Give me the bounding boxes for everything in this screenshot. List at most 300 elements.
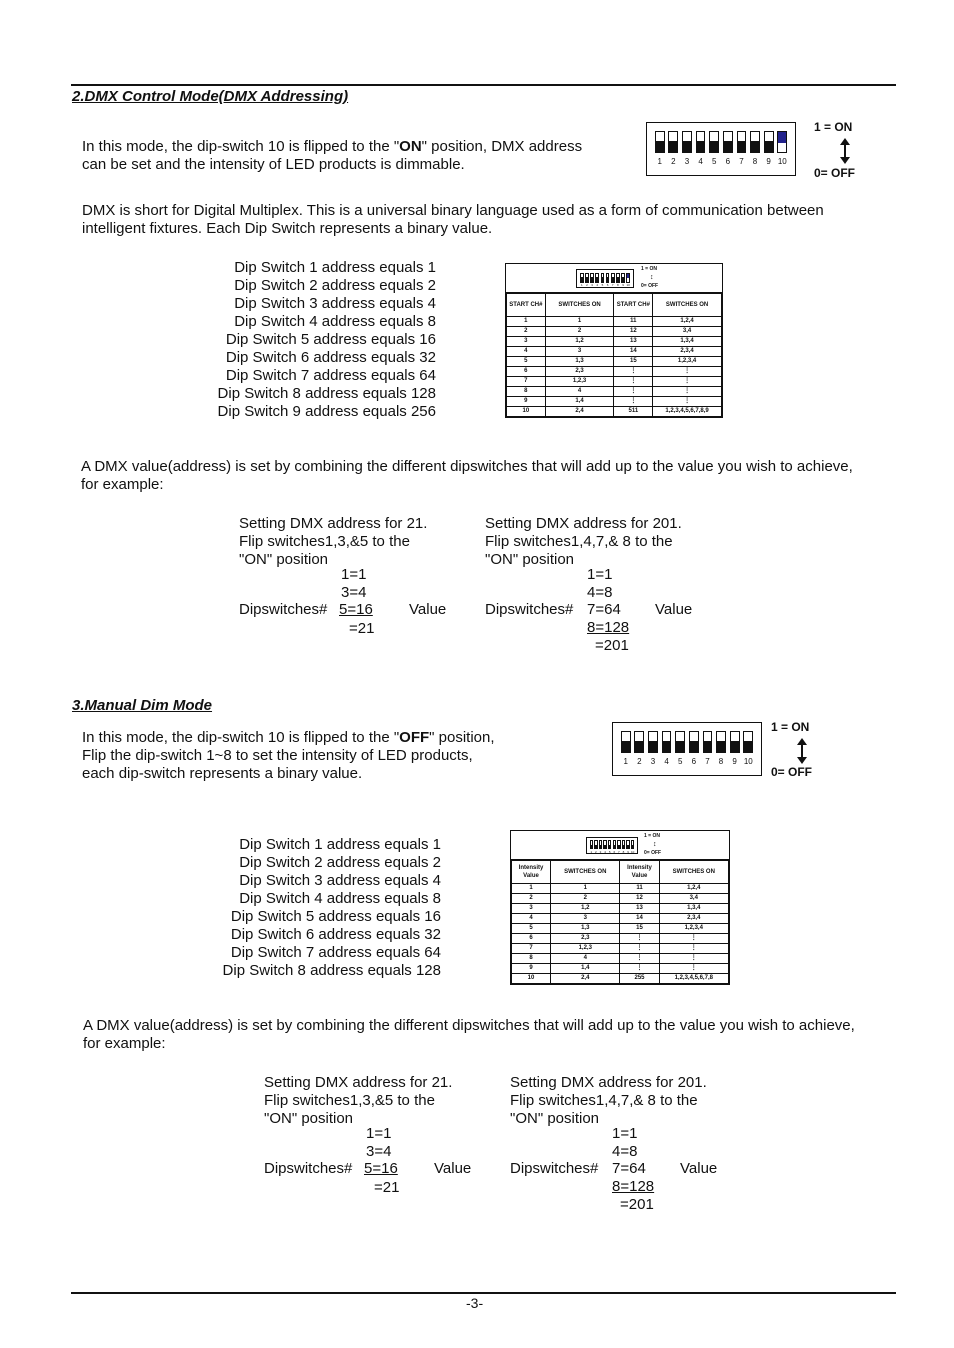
table-row — [507, 387, 722, 397]
table-cell: 1,4 — [551, 964, 620, 974]
table-cell: 1,3,4 — [659, 904, 728, 914]
example-value-3: 5=16 — [339, 601, 373, 618]
table-cell: 2,3 — [551, 934, 620, 944]
dip-switch-number: 10 — [631, 849, 635, 854]
table-cell: 15 — [614, 357, 653, 367]
dip-switch-address-list — [191, 836, 441, 980]
example-value-4: 8=128 — [587, 619, 630, 636]
dmx-desc-line1: DMX is short for Digital Multiplex. This is a universal binary language used as a form of communication between — [82, 202, 824, 219]
example-value-2: 4=8 — [587, 584, 613, 601]
table-cell: 6 — [507, 367, 546, 377]
dip-switch-number: 7 — [618, 849, 620, 854]
dip-switch-number: 10 — [777, 157, 787, 167]
arrow-down-icon — [840, 157, 850, 164]
table-cell: ⋮ — [653, 387, 722, 397]
section-heading-dmx: 2.DMX Control Mode(DMX Addressing) — [72, 88, 349, 105]
dip-switch-number: 1 — [580, 283, 583, 288]
dmx-description — [82, 202, 902, 238]
dip-switch-number: 8 — [617, 283, 619, 288]
dip-switch-knob — [683, 141, 691, 152]
dip-switch-8 — [622, 840, 625, 849]
dip-switch-diagram — [646, 122, 796, 176]
dip-switch-knob — [765, 141, 773, 152]
table-header-cell: START CH# — [614, 294, 653, 317]
dip-switch-3 — [648, 731, 658, 753]
table-cell: 2,4 — [545, 407, 614, 417]
dip-switch-address-item: Dip Switch 8 address equals 128 — [222, 962, 441, 979]
dip-switch-knob — [612, 277, 614, 282]
example-position: "ON" position — [510, 1110, 600, 1127]
table-cell: 10 — [512, 974, 551, 984]
table-row — [507, 327, 722, 337]
table-cell: 3,4 — [659, 894, 728, 904]
table-cell: 1,2,4 — [659, 884, 728, 894]
dip-switch-knob — [697, 141, 705, 152]
dip-switch-10 — [743, 731, 753, 753]
dip-switch-3 — [590, 273, 594, 283]
bottom-rule — [71, 1292, 896, 1294]
dip-switch-knob — [635, 741, 643, 752]
dip-switch-number: 8 — [622, 849, 625, 854]
table-row — [507, 347, 722, 357]
example-instruction: Flip switches1,3,&5 to the — [239, 533, 410, 550]
dip-switch-knob — [617, 277, 619, 282]
dip-switch-2 — [634, 731, 644, 753]
top-rule — [71, 84, 896, 86]
table-cell: ⋮ — [653, 397, 722, 407]
table-cell: 8 — [507, 387, 546, 397]
table-cell: 12 — [620, 894, 659, 904]
example-21 — [239, 515, 469, 655]
table-cell: ⋮ — [659, 964, 728, 974]
example-value-label: Value — [655, 601, 693, 618]
dip-switch-knob — [627, 845, 628, 849]
example-value-1: 1=1 — [366, 1125, 392, 1142]
dip-switch-2 — [585, 273, 589, 283]
mini-arrow-icon: ↕ — [653, 841, 657, 848]
dip-switch-10 — [777, 131, 787, 153]
dip-switch-number: 3 — [599, 849, 602, 854]
dip-switch-3 — [599, 840, 602, 849]
table-row — [507, 367, 722, 377]
table-cell: ⋮ — [620, 944, 659, 954]
table-row — [512, 944, 729, 954]
legend-on: 1 = ON — [771, 720, 810, 734]
example-title: Setting DMX address for 21. — [239, 515, 428, 532]
dip-switch-7 — [617, 840, 620, 849]
table-cell: ⋮ — [620, 934, 659, 944]
dip-switch-knob — [690, 741, 698, 752]
manual-intro — [82, 729, 602, 783]
table-cell: ⋮ — [614, 377, 653, 387]
example-instruction: Flip switches1,3,&5 to the — [264, 1092, 435, 1109]
dip-switch-number: 2 — [586, 283, 588, 288]
table-cell: ⋮ — [614, 367, 653, 377]
example-label: Dipswitches# — [485, 601, 574, 618]
dip-switch-8 — [750, 131, 760, 153]
dip-switch-number: 7 — [611, 283, 614, 288]
mini-legend-off: 0= OFF — [644, 850, 662, 856]
example-value-3: 7=64 — [587, 601, 621, 618]
intensity-table — [510, 830, 730, 985]
dip-switch-knob — [591, 845, 592, 849]
table-cell: 1,3 — [551, 924, 620, 934]
dip-switch-knob — [627, 274, 629, 279]
dip-switch-knob — [649, 741, 657, 752]
table-cell: 1,4 — [545, 397, 614, 407]
dip-switch-knob — [622, 741, 630, 752]
dip-switch-address-item: Dip Switch 1 address equals 1 — [239, 836, 441, 853]
dip-switch-number: 4 — [604, 849, 606, 854]
dip-switch-number: 3 — [684, 157, 690, 167]
table-cell: 4 — [507, 347, 546, 357]
dip-switch-address-item: Dip Switch 4 address equals 8 — [234, 313, 436, 330]
dip-switch-number: 3 — [591, 283, 593, 288]
table-row — [512, 904, 729, 914]
table-cell: ⋮ — [659, 944, 728, 954]
dip-switch-9 — [621, 273, 625, 283]
dip-switch-knob — [717, 741, 725, 752]
dip-switch-number: 2 — [595, 849, 597, 854]
dip-switch-number: 7 — [705, 757, 710, 767]
dip-switch-knob — [595, 845, 596, 849]
dip-switch-knob — [614, 845, 615, 849]
table-cell: 14 — [614, 347, 653, 357]
dip-switch-number: 8 — [752, 157, 758, 167]
example-title: Setting DMX address for 201. — [510, 1074, 707, 1091]
table-row — [512, 964, 729, 974]
dip-switch-7 — [611, 273, 615, 283]
table-row — [507, 397, 722, 407]
table-cell: 255 — [620, 974, 659, 984]
manual-intro-line3: each dip-switch represents a binary value. — [82, 765, 363, 782]
table-cell: 3 — [507, 337, 546, 347]
dip-switch-4 — [595, 273, 599, 283]
table-cell: 2 — [507, 327, 546, 337]
dip-switch-5 — [709, 131, 719, 153]
table-cell: ⋮ — [620, 954, 659, 964]
example-value-2: 4=8 — [612, 1143, 638, 1160]
table-cell: 7 — [512, 944, 551, 954]
table-header-cell: SWITCHES ON — [545, 294, 614, 317]
section-heading-manual: 3.Manual Dim Mode — [72, 697, 213, 714]
dip-switch-knob — [609, 845, 610, 849]
dip-switch-knob — [724, 141, 732, 152]
dip-switch-5 — [608, 840, 611, 849]
table-row — [507, 407, 722, 417]
table-cell: 511 — [614, 407, 653, 417]
table-cell: 11 — [614, 317, 653, 327]
dip-switch-number: 1 — [623, 757, 628, 767]
dip-switch-number: 2 — [671, 157, 676, 167]
table-cell: 2,3 — [545, 367, 614, 377]
table-cell: 3 — [545, 347, 614, 357]
dip-switch-5 — [675, 731, 685, 753]
dip-switch-4 — [696, 131, 706, 153]
table-cell: 13 — [620, 904, 659, 914]
combine-line2: for example: — [81, 476, 164, 493]
dip-switch-number: 2 — [637, 757, 642, 767]
dip-switch-knob — [604, 845, 605, 849]
dip-switch-knob — [744, 741, 752, 752]
arrow-down-icon — [797, 757, 807, 764]
manual-intro-bold: OFF — [399, 729, 430, 746]
intensity-table-body — [512, 861, 729, 984]
address-table-body — [507, 294, 722, 417]
example-label: Dipswitches# — [239, 601, 328, 618]
dip-switch-number: 6 — [613, 849, 616, 854]
dmx-combine-text — [81, 458, 921, 494]
table-cell: 2 — [545, 327, 614, 337]
table-cell: 1,2,3,4,5,6,7,8 — [659, 974, 728, 984]
dip-switch-address-item: Dip Switch 9 address equals 256 — [217, 403, 436, 420]
table-cell: 1 — [545, 317, 614, 327]
legend-on: 1 = ON — [814, 120, 853, 134]
example-label: Dipswitches# — [264, 1160, 353, 1177]
dip-switch-number: 9 — [732, 757, 737, 767]
table-row — [512, 884, 729, 894]
dip-switch-1 — [590, 840, 593, 849]
example-instruction: Flip switches1,4,7,& 8 to the — [510, 1092, 698, 1109]
table-cell: 1,3,4 — [653, 337, 722, 347]
dip-switch-address-item: Dip Switch 5 address equals 16 — [225, 331, 436, 348]
table-header-row — [507, 294, 722, 317]
dip-switch-address-item: Dip Switch 7 address equals 64 — [225, 367, 436, 384]
example-total: =21 — [374, 1179, 400, 1196]
dip-switch-knob — [778, 132, 786, 143]
example-instruction: Flip switches1,4,7,& 8 to the — [485, 533, 673, 550]
dmx-intro-post: " position, DMX address — [421, 138, 583, 155]
dip-switch-address-list — [186, 259, 436, 421]
table-cell: 1,2,3 — [551, 944, 620, 954]
table-cell: 7 — [507, 377, 546, 387]
example-value-label: Value — [409, 601, 447, 618]
dip-switch-address-item: Dip Switch 6 address equals 32 — [225, 349, 436, 366]
table-cell: 2,3,4 — [653, 347, 722, 357]
table-row — [512, 894, 729, 904]
dip-switch-knob — [623, 845, 624, 849]
dip-switch-number: 6 — [691, 757, 697, 767]
table-cell: 8 — [512, 954, 551, 964]
table-mini-dip — [511, 831, 729, 860]
dip-switch-8 — [716, 731, 726, 753]
table-header-row — [512, 861, 729, 884]
dip-switch-8 — [616, 273, 620, 283]
dip-switch-address-item: Dip Switch 7 address equals 64 — [230, 944, 441, 961]
table-row — [507, 357, 722, 367]
table-cell: 3,4 — [653, 327, 722, 337]
example-value-1: 1=1 — [587, 566, 613, 583]
table-cell: ⋮ — [620, 964, 659, 974]
dmx-intro-bold: ON — [399, 138, 422, 155]
table-row — [507, 337, 722, 347]
example-title: Setting DMX address for 201. — [485, 515, 682, 532]
dip-switch-number: 6 — [725, 157, 731, 167]
dip-switch-address-item: Dip Switch 2 address equals 2 — [234, 277, 436, 294]
dip-switch-knob — [656, 141, 664, 152]
table-row — [512, 974, 729, 984]
example-position: "ON" position — [485, 551, 575, 568]
example-value-label: Value — [680, 1160, 718, 1177]
legend-off: 0= OFF — [814, 166, 856, 180]
table-cell: 1 — [551, 884, 620, 894]
dip-switch-knob — [602, 277, 604, 282]
dip-switch-6 — [723, 131, 733, 153]
dip-switch-number: 4 — [664, 757, 669, 767]
example-value-3: 5=16 — [364, 1160, 398, 1177]
dip-switch-knob — [581, 277, 583, 282]
table-header-cell: START CH# — [507, 294, 546, 317]
dip-switch-address-item: Dip Switch 3 address equals 4 — [239, 872, 441, 889]
arrow-shaft — [844, 144, 846, 158]
dip-switch-address-item: Dip Switch 4 address equals 8 — [239, 890, 441, 907]
manual-intro-post: " position, — [429, 729, 495, 746]
manual-intro-line2: Flip the dip-switch 1~8 to set the intensity of LED products, — [82, 747, 473, 764]
dip-switch-knob — [738, 141, 746, 152]
table-cell: 6 — [512, 934, 551, 944]
table-cell: 9 — [507, 397, 546, 407]
table-cell: 14 — [620, 914, 659, 924]
example-value-1: 1=1 — [612, 1125, 638, 1142]
dip-switch-address-item: Dip Switch 6 address equals 32 — [230, 926, 441, 943]
dip-switch-knob — [607, 277, 609, 282]
mini-dip-icon — [576, 269, 634, 288]
example-value-2: 3=4 — [341, 584, 367, 601]
mini-dip-icon — [586, 837, 638, 854]
dmx-intro-pre: In this mode, the dip-switch 10 is flipped to the " — [82, 138, 400, 155]
dip-switch-knob — [600, 845, 601, 849]
table-row — [507, 317, 722, 327]
table-cell: 1,2,3,4 — [653, 357, 722, 367]
dip-switch-address-item: Dip Switch 1 address equals 1 — [234, 259, 436, 276]
dip-switch-number: 9 — [622, 283, 624, 288]
table-cell: 11 — [620, 884, 659, 894]
dip-switch-address-item: Dip Switch 2 address equals 2 — [239, 854, 441, 871]
combine-line2: for example: — [83, 1035, 166, 1052]
dip-switch-number: 9 — [627, 849, 629, 854]
dip-switch-address-item: Dip Switch 5 address equals 16 — [230, 908, 441, 925]
table-cell: ⋮ — [614, 387, 653, 397]
dip-switch-knob — [704, 741, 712, 752]
table-cell: 4 — [545, 387, 614, 397]
table-header-cell: Intensity Value — [512, 861, 551, 884]
table-cell: 1,2,3 — [545, 377, 614, 387]
arrow-shaft — [801, 744, 803, 758]
table-cell: 1 — [512, 884, 551, 894]
page-number: -3- — [466, 1295, 484, 1311]
dip-switch-number: 5 — [608, 849, 611, 854]
table-cell: 2 — [512, 894, 551, 904]
dip-switch-number: 9 — [766, 157, 771, 167]
manual-combine-text — [83, 1017, 923, 1053]
dip-switch-9 — [730, 731, 740, 753]
table-cell: 10 — [507, 407, 546, 417]
table-cell: ⋮ — [659, 954, 728, 964]
table-cell: 3 — [512, 904, 551, 914]
dip-switch-9 — [626, 840, 629, 849]
dip-switch-knob — [622, 277, 624, 282]
dip-switch-number: 5 — [677, 757, 683, 767]
dip-switch-2 — [668, 131, 678, 153]
manual-intro-pre: In this mode, the dip-switch 10 is flipped to the " — [82, 729, 400, 746]
dip-switch-number: 8 — [718, 757, 724, 767]
example-value-label: Value — [434, 1160, 472, 1177]
dip-switch-number: 10 — [626, 283, 630, 288]
dip-switch-9 — [764, 131, 774, 153]
table-cell: 3 — [551, 914, 620, 924]
dip-switch-number: 6 — [606, 283, 609, 288]
table-cell: 5 — [507, 357, 546, 367]
dip-switch-knob — [596, 277, 598, 282]
example-label: Dipswitches# — [510, 1160, 599, 1177]
dip-switch-number: 10 — [743, 757, 753, 767]
dip-switch-number: 5 — [601, 283, 604, 288]
example-value-2: 3=4 — [366, 1143, 392, 1160]
dip-switch-7 — [737, 131, 747, 153]
table-cell: 2,4 — [551, 974, 620, 984]
dmx-desc-line2: intelligent fixtures. Each Dip Switch represents a binary value. — [82, 220, 493, 237]
table-row — [512, 924, 729, 934]
table-header-cell: SWITCHES ON — [551, 861, 620, 884]
dip-switch-1 — [655, 131, 665, 153]
table-cell: ⋮ — [653, 377, 722, 387]
table-cell: 4 — [512, 914, 551, 924]
dip-switch-10 — [626, 273, 630, 283]
table-cell: ⋮ — [659, 934, 728, 944]
table-cell: 1,3 — [545, 357, 614, 367]
table-cell: 1,2 — [545, 337, 614, 347]
table-cell: 1,2 — [551, 904, 620, 914]
table-cell: 4 — [551, 954, 620, 964]
table-cell: 1,2,4 — [653, 317, 722, 327]
table-cell: 9 — [512, 964, 551, 974]
table-cell: 13 — [614, 337, 653, 347]
dip-switch-knob — [751, 141, 759, 152]
table-cell: ⋮ — [614, 397, 653, 407]
example-201 — [485, 515, 725, 655]
table-header-cell: SWITCHES ON — [653, 294, 722, 317]
example-value-3: 7=64 — [612, 1160, 646, 1177]
example-position: "ON" position — [239, 551, 329, 568]
table-cell: 5 — [512, 924, 551, 934]
dip-switch-2 — [594, 840, 597, 849]
address-table — [505, 263, 723, 418]
table-row — [512, 914, 729, 924]
mini-legend-on: 1 = ON — [641, 266, 657, 272]
dip-switch-knob — [731, 741, 739, 752]
table-cell: 2,3,4 — [659, 914, 728, 924]
table-cell: 15 — [620, 924, 659, 934]
example-value-1: 1=1 — [341, 566, 367, 583]
dip-switch-4 — [662, 731, 672, 753]
dip-switch-6 — [689, 731, 699, 753]
example-total: =201 — [620, 1196, 654, 1213]
mini-legend-off: 0= OFF — [641, 283, 659, 289]
dip-switch-number: 1 — [657, 157, 662, 167]
example-value-4: 8=128 — [612, 1178, 655, 1195]
dmx-intro — [82, 138, 642, 174]
combine-line1: A DMX value(address) is set by combining the different dipswitches that will add up to the value you wish to achieve, — [83, 1017, 855, 1034]
table-row — [512, 934, 729, 944]
table-cell: ⋮ — [653, 367, 722, 377]
example-total: =201 — [595, 637, 629, 654]
dip-switch-number: 4 — [596, 283, 599, 288]
dip-switch-diagram — [612, 722, 762, 776]
dip-switch-knob — [632, 845, 633, 849]
dip-switch-knob — [618, 845, 619, 849]
dip-switch-number: 1 — [590, 849, 593, 854]
example-total: =21 — [349, 620, 375, 637]
